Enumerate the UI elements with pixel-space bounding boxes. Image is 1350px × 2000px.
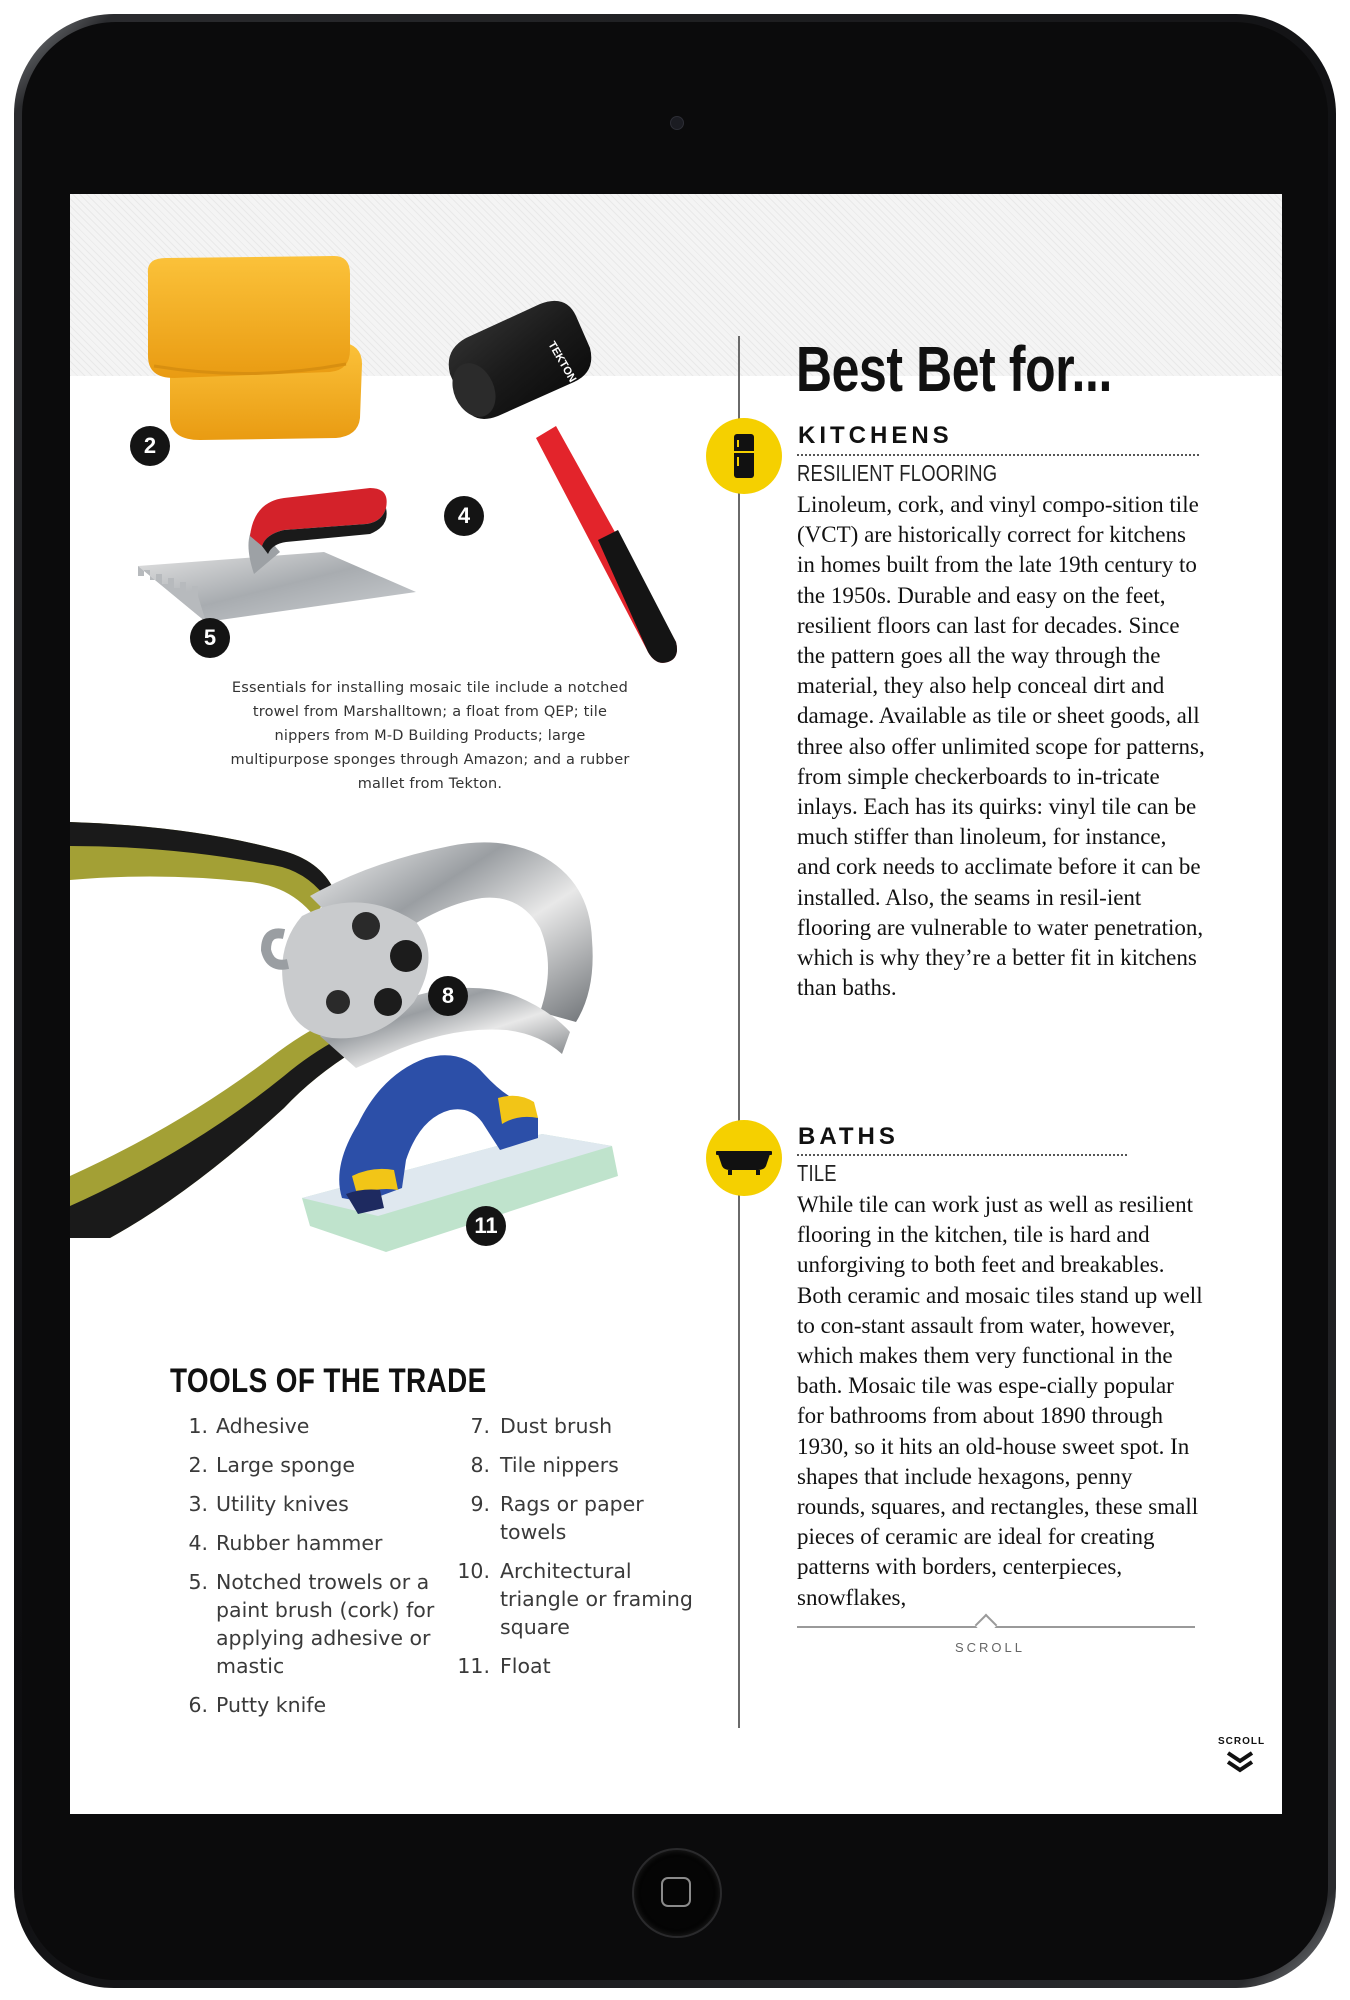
baths-body: While tile can work just as well as resilient flooring in the kitchen, tile is hard and unforgiving to both feet and breakables. Both ceramic and mosaic tiles stand up well to con-stant assault from water, however, which makes them very functional in the bath. Mosaic tile was espe-cially popular for bathrooms from about 1890 through 1930, so it hits an old-house sweet spot. In shapes that include hexagons, penny rounds, squares, and rectangles, these small pieces of ceramic are ideal for creating patterns with borders, centerpieces, snowflakes, bbox=[797, 1192, 1203, 1610]
badge-5: 5 bbox=[190, 618, 230, 658]
column-divider bbox=[738, 336, 740, 1728]
tools-caption: Essentials for installing mosaic tile include a notched trowel from Marshalltown; a float from QEP; tile nippers from M-D Building Products; large multipurpose sponges through Amazon; and a rubber mallet from Tekton. bbox=[230, 680, 630, 792]
scroll-corner-button[interactable] bbox=[1218, 1736, 1266, 1778]
baths-subtitle: TILE bbox=[797, 1160, 837, 1186]
list-item: 3. Utility knives bbox=[188, 1492, 349, 1516]
article-heading: Best Bet for... bbox=[796, 333, 1112, 405]
kitchens-body: Linoleum, cork, and vinyl compo-sition tile (VCT) are historically correct for kitchens in homes built from the late 19th century to the 1950s. Durable and easy on the feet, resilient floors can last for decades. Since the pattern goes all the way through the material, they also help conceal dirt and damage. Available as tile or sheet goods, all three also offer unlimited scope for patterns, from simple checkerboards to in-tricate inlays. Each has its quirks: vinyl tile can be much stiffer than linoleum, for instance, and cork needs to acclimate before it can be installed. Also, the seams in resil-ient flooring are vulnerable to water penetration, which is why they’re a better fit in kitchens than baths. bbox=[797, 492, 1205, 1001]
list-item: 9. Rags or paper towels bbox=[470, 1492, 644, 1544]
scroll-up-arrow-icon bbox=[975, 1614, 998, 1637]
kitchens-title: KITCHENS bbox=[798, 422, 953, 449]
double-chevron-down-icon bbox=[1223, 1749, 1257, 1775]
kitchens-rule bbox=[797, 454, 1199, 456]
list-item: 4. Rubber hammer bbox=[188, 1531, 383, 1555]
front-camera bbox=[670, 116, 684, 130]
scroll-label[interactable]: SCROLL bbox=[954, 1640, 1026, 1655]
rubber-mallet-image bbox=[448, 290, 688, 670]
list-item: 11. Float bbox=[457, 1654, 551, 1678]
badge-8: 8 bbox=[428, 976, 468, 1016]
refrigerator-icon bbox=[706, 418, 782, 494]
baths-rule bbox=[797, 1154, 1127, 1156]
list-item: 7. Dust brush bbox=[470, 1414, 613, 1438]
tools-list-right bbox=[452, 1412, 712, 1691]
list-item: 2. Large sponge bbox=[188, 1453, 356, 1477]
badge-4: 4 bbox=[444, 496, 484, 536]
badge-11: 11 bbox=[466, 1206, 506, 1246]
list-item: 10. Architectural triangle or framing square bbox=[457, 1559, 693, 1639]
tools-list-left bbox=[176, 1412, 436, 1730]
bathtub-icon bbox=[706, 1120, 782, 1196]
baths-title: BATHS bbox=[798, 1123, 899, 1150]
sponge-image bbox=[130, 254, 370, 444]
scroll-corner-label: SCROLL bbox=[1218, 1736, 1266, 1747]
list-item: 8. Tile nippers bbox=[470, 1453, 619, 1477]
badge-2: 2 bbox=[130, 426, 170, 466]
notched-trowel-image bbox=[134, 482, 424, 632]
list-item: 5. Notched trowels or a paint brush (cork) for applying adhesive or mastic bbox=[188, 1570, 435, 1678]
home-button[interactable] bbox=[632, 1848, 722, 1938]
home-button-icon bbox=[661, 1877, 691, 1907]
list-item: 1. Adhesive bbox=[188, 1414, 310, 1438]
mallet-brand-label: TEKTON bbox=[545, 339, 579, 385]
tools-of-trade-title: TOOLS OF THE TRADE bbox=[170, 1362, 487, 1400]
kitchens-subtitle: RESILIENT FLOORING bbox=[797, 460, 998, 486]
list-item: 6. Putty knife bbox=[188, 1693, 327, 1717]
magazine-page[interactable] bbox=[70, 194, 1282, 1814]
